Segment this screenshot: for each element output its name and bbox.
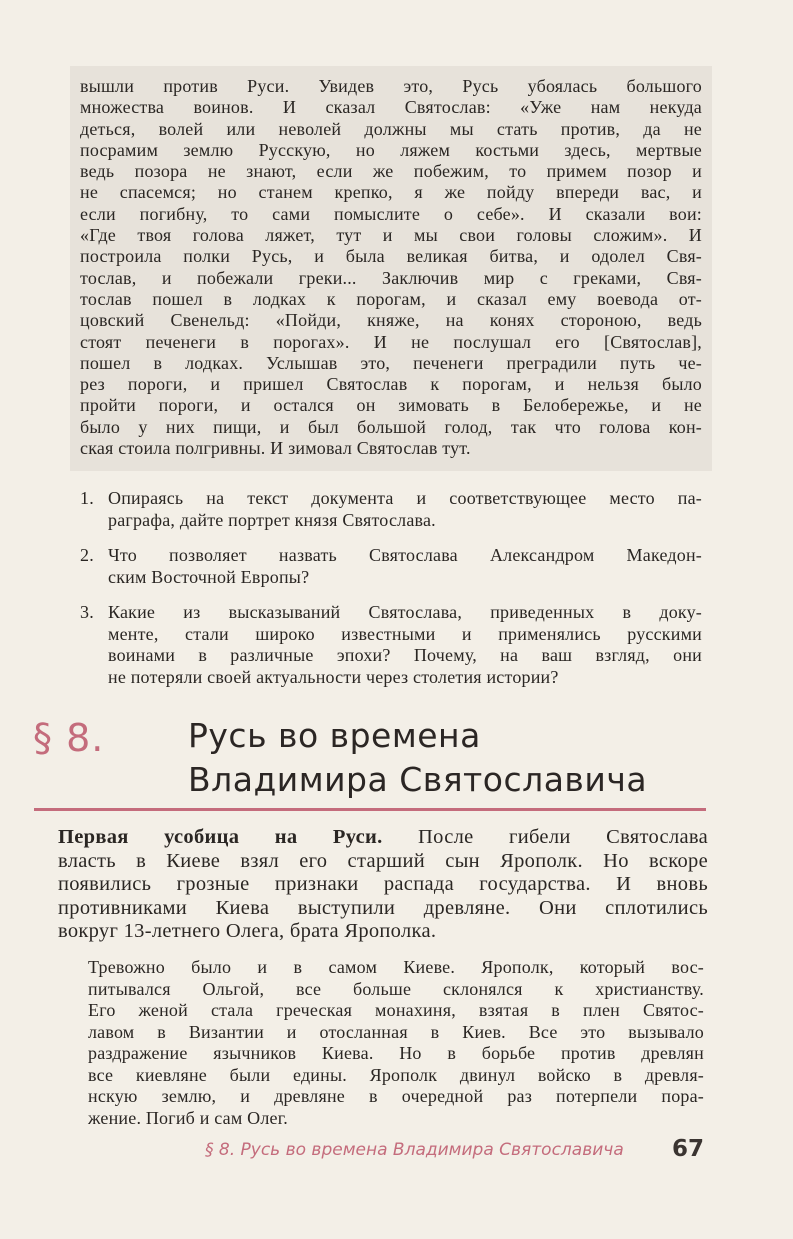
paragraph-line: появились грозные признаки распада государства. И вновь bbox=[58, 873, 708, 895]
question-item bbox=[80, 488, 702, 531]
excerpt-line: пройти пороги, и остался он зимовать в Белобережье, и не bbox=[80, 395, 702, 416]
question-number: 3. bbox=[80, 602, 94, 622]
question-line: воинами в различные эпохи? Почему, на ваш взгляд, они bbox=[108, 645, 702, 665]
question-line: ским Восточной Европы? bbox=[108, 566, 310, 587]
question-item bbox=[80, 545, 702, 588]
question-line: раграфа, дайте портрет князя Святослава. bbox=[108, 509, 436, 530]
chapter-divider bbox=[34, 808, 706, 811]
small-print-line: все киевляне были едины. Ярополк двинул войско в древля- bbox=[88, 1064, 704, 1085]
paragraph-line: власть в Киеве взял его старший сын Ярополк. Но вскоре bbox=[58, 849, 708, 872]
excerpt-line: посрамим землю Русскую, но ляжем костьми здесь, мертвые bbox=[80, 139, 702, 160]
excerpt-line: было у них пищи, и был большой голод, так что голова кон- bbox=[80, 416, 702, 437]
question-list bbox=[80, 488, 702, 702]
small-print-line: лавом в Византии и отосланная в Киев. Все это вызывало bbox=[88, 1021, 704, 1042]
question-line: Опираясь на текст документа и соответствующее место па- bbox=[108, 488, 702, 508]
excerpt-line: ская стоила полгривны. И зимовал Святослав тут. bbox=[80, 438, 471, 459]
question-item bbox=[80, 602, 702, 688]
document-excerpt bbox=[80, 76, 702, 459]
excerpt-line: ведь позора не знают, если же побежим, то примем позор и bbox=[80, 161, 702, 182]
excerpt-line: стоят печенеги в порогах». И не послушал его [Святослав], bbox=[80, 331, 702, 352]
subsection-paragraph bbox=[58, 826, 708, 944]
question-number: 1. bbox=[80, 488, 94, 508]
small-print-paragraph bbox=[88, 957, 704, 1129]
running-footer: § 8. Русь во времена Владимира Святославича bbox=[205, 1140, 624, 1160]
paragraph-line: вокруг 13-летнего Олега, брата Ярополка. bbox=[58, 920, 437, 942]
section-number: § 8. bbox=[33, 716, 105, 760]
excerpt-line: пошел в лодках. Услышав это, печенеги преградили путь че- bbox=[80, 352, 702, 373]
page-number: 67 bbox=[672, 1136, 705, 1162]
excerpt-line: деться, волей или неволей должны мы стать против, да не bbox=[80, 118, 702, 139]
subsection-heading: Первая усобица на Руси. bbox=[58, 826, 383, 848]
excerpt-line: множества воинов. И сказал Святослав: «Уже нам некуда bbox=[80, 97, 702, 118]
question-line: менте, стали широко известными и применялись русскими bbox=[108, 623, 702, 644]
question-line: не потеряли своей актуальности через столетия истории? bbox=[108, 666, 559, 687]
question-number: 2. bbox=[80, 545, 94, 565]
question-line: Какие из высказываний Святослава, приведенных в доку- bbox=[108, 602, 702, 622]
chapter-title-line: Владимира Святославича bbox=[188, 760, 648, 799]
excerpt-line: рез пороги, и пришел Святослав к порогам, и нельзя было bbox=[80, 374, 702, 395]
small-print-line: раздражение язычников Киева. Но в борьбе против древлян bbox=[88, 1043, 704, 1063]
question-line: Что позволяет назвать Святослава Александром Македон- bbox=[108, 545, 702, 565]
excerpt-line: если погибну, то сами помыслите о себе». И сказали вои: bbox=[80, 203, 702, 224]
excerpt-line: построила полки Русь, и была великая битва, и одолел Свя- bbox=[80, 246, 702, 267]
small-print-line: питывался Ольгой, все больше склонялся к христианству. bbox=[88, 978, 704, 999]
excerpt-line: не спасемся; но станем крепко, я же пойду впереди вас, и bbox=[80, 182, 702, 203]
excerpt-line: «Где твоя голова ляжет, тут и мы свои головы сложим». И bbox=[80, 225, 702, 246]
small-print-line: жение. Погиб и сам Олег. bbox=[88, 1107, 288, 1128]
excerpt-line: тослав пошел в лодках к порогам, и сказал ему воевода от- bbox=[80, 288, 702, 309]
paragraph-text: После гибели Святослава bbox=[382, 826, 708, 848]
paragraph-line: противниками Киева выступили древляне. Они сплотились bbox=[58, 896, 708, 919]
small-print-line: нскую землю, и древляне в очередной раз потерпели пора- bbox=[88, 1086, 704, 1106]
chapter-title bbox=[188, 714, 647, 802]
excerpt-line: вышли против Руси. Увидев это, Русь убоялась большого bbox=[80, 76, 702, 96]
chapter-title-line: Русь во времена bbox=[188, 716, 481, 755]
small-print-line: Тревожно было и в самом Киеве. Ярополк, который вос- bbox=[88, 957, 704, 977]
small-print-line: Его женой стала греческая монахиня, взятая в плен Святос- bbox=[88, 1000, 704, 1020]
excerpt-line: тослав, и побежали греки... Заключив мир с греками, Свя- bbox=[80, 267, 702, 288]
excerpt-line: цовский Свенельд: «Пойди, княже, на конях стороною, ведь bbox=[80, 310, 702, 331]
